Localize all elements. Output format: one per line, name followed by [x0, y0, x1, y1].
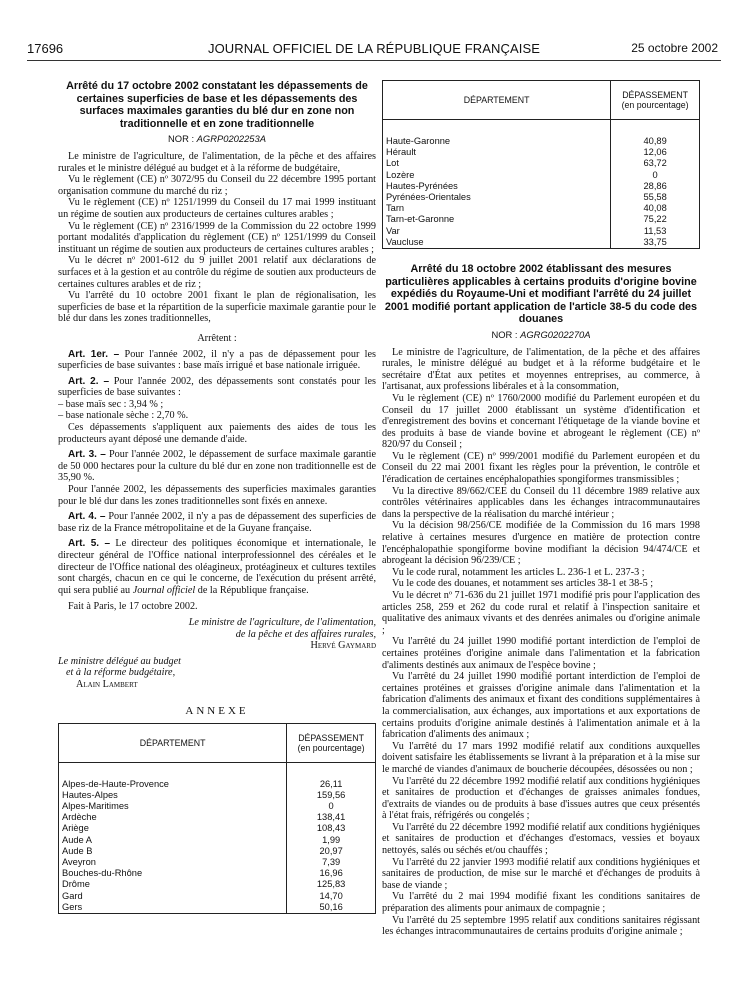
arrete1-para: Vu le décret nº 2001-612 du 9 juillet 2001 relatif aux déclarations de surfaces et à la gestion et au contrôle du régime de soutien aux producteurs de certaines cultures arables et de riz ; [58, 255, 376, 290]
depassement-cell: 7,39 [287, 857, 376, 868]
right-column [382, 80, 700, 985]
table-spacer-row [383, 120, 700, 137]
departement-cell: Hautes-Alpes [59, 790, 287, 801]
arrete1-para: Vu le règlement (CE) nº 2316/1999 de la Commission du 22 octobre 1999 portant modalités d'application du règlement (CE) nº 1251/1999 du Conseil instituant un régime de soutien aux producteurs de certaines cultures arables ; [58, 220, 376, 255]
departement-cell: Hérault [383, 147, 611, 158]
arrete1-nor-code: AGRP0202253A [196, 133, 266, 144]
column-header-depassement-line1: DÉPASSEMENT [298, 732, 365, 743]
article-2-item: – base maïs sec : 3,94 % ; [58, 398, 164, 410]
depassement-cell: 40,89 [611, 136, 700, 147]
arrete1-para: Vu l'arrêté du 10 octobre 2001 fixant le plan de régionalisation, les superficies de base et la répartition de la superficie maximale garantie pour le blé dur dans les zones traditionnelles, [58, 290, 376, 325]
article-4-text: Pour l'année 2002, il n'y a pas de dépassement des superficies de base riz de la France métropolitaine et de la Guyane française. [58, 511, 376, 534]
depassement-cell: 12,06 [611, 147, 700, 158]
page-header [0, 0, 748, 60]
arrete2-body [382, 347, 700, 938]
depassement-cell: 125,83 [287, 879, 376, 890]
table-row [59, 857, 376, 868]
article-5-text-before: Le directeur des politiques économique et internationale, le directeur général de l'Office national interprofessionnel des céréales et le directeur de l'Office national des oléagineux, protéagineux et cultures textiles sont chargés, chacun en ce qui le concerne, de l'exécution du présent arrêté, qui sera publié au [58, 538, 376, 596]
departement-cell: Ariège [59, 823, 287, 834]
column-header-departement: DÉPARTEMENT [383, 81, 611, 120]
arrete2-para: Vu le décret nº 71-636 du 21 juillet 1971 modifié pris pour l'application des articles 258, 259 et 262 du code rural et relatif à l'inspection sanitaire et qualitative des animaux vivants et des denrées animales ou d'origine animale ; [382, 590, 700, 636]
article-4-label: Art. 4. – [68, 511, 106, 523]
page-number: 17696 [27, 41, 64, 56]
depassement-cell: 63,72 [611, 158, 700, 169]
article-3-text: Pour l'année 2002, le dépassement de surface maximale garantie de 50 000 hectares pour la culture du blé dur en zone non traditionnelle est de 35,90 %. [58, 449, 376, 484]
depassement-cell: 75,22 [611, 214, 700, 225]
table-row [383, 136, 700, 147]
article-2 [58, 376, 376, 399]
column-header-depassement [287, 723, 376, 762]
article-1-label: Art. 1er. – [68, 348, 120, 360]
departement-cell: Hautes-Pyrénées [383, 181, 611, 192]
table-row [383, 147, 700, 158]
arrete2-nor-code: AGRG0202270A [520, 328, 591, 340]
article-4 [58, 511, 376, 534]
header-rule [27, 60, 721, 61]
depassement-cell: 108,43 [287, 823, 376, 834]
departement-cell: Aude A [59, 835, 287, 846]
table-row [59, 779, 376, 790]
arrete2-para: Vu l'arrêté du 22 décembre 1992 modifié relatif aux conditions hygiéniques et sanitaires de production et d'échanges d'estomacs, vessies et boyaux nettoyés, salés ou séchés et/ou chauffés ; [382, 821, 700, 857]
column-header-depassement [611, 81, 700, 120]
table-row [59, 801, 376, 812]
annexe-table [58, 723, 376, 914]
signatory-1-title: Le ministre de l'agriculture, de l'alimentation, [188, 616, 376, 628]
departement-cell: Lot [383, 158, 611, 169]
arrete2-para: Vu la directive 89/662/CEE du Conseil du 11 décembre 1989 relative aux contrôles vétérinaires applicables dans les échanges intracommunautaires dans la perspective de la réalisation du marché intérieur ; [382, 485, 700, 520]
depassement-cell: 1,99 [287, 835, 376, 846]
departement-cell: Drôme [59, 879, 287, 890]
table-row [59, 891, 376, 902]
table-spacer-row [59, 762, 376, 779]
table-row [383, 192, 700, 203]
article-3-after: Pour l'année 2002, les dépassements des superficies maximales garanties pour le blé dur dans les zones traditionnelles sont fixés en annexe. [58, 484, 376, 507]
depassement-cell: 16,96 [287, 868, 376, 879]
table-row [59, 846, 376, 857]
arrete2-para: Vu le règlement (CE) nº 1760/2000 modifié du Parlement européen et du Conseil du 17 juillet 2000 établissant un système d'identification et d'enregistrement des bovins et concernant l'étiquetage de la viande bovine et des produits à base de viande bovine et abrogeant le règlement (CE) nº 820/97 du Conseil ; [382, 392, 700, 451]
departement-cell: Alpes-de-Haute-Provence [59, 779, 287, 790]
arrete2-para: Vu l'arrêté du 25 septembre 1995 relatif aux conditions sanitaires régissant les échanges intracommunautaires de certains produits d'origine animale ; [382, 914, 700, 938]
depassement-cell: 26,11 [287, 779, 376, 790]
issue-date: 25 octobre 2002 [631, 41, 718, 55]
table-row [383, 170, 700, 181]
article-1-text: Pour l'année 2002, il n'y a pas de dépassement pour les superficies de base suivantes : base maïs irrigué et base nationale irriguée. [58, 348, 376, 372]
departement-cell: Gard [59, 891, 287, 902]
departement-cell: Haute-Garonne [383, 136, 611, 147]
article-5 [58, 538, 376, 596]
annexe-title: ANNEXE [185, 704, 249, 717]
arrete2-para: Vu le code des douanes, et notamment ses articles 38-1 et 38-5 ; [392, 578, 654, 590]
column-header-departement: DÉPARTEMENT [59, 723, 287, 762]
arrete1-title: Arrêté du 17 octobre 2002 constatant les dépassements de certaines superficies de base et les dépassements des surfaces maximales garanties du blé dur en zone non traditionnelle et en zone traditionnelle [66, 80, 368, 130]
depassement-cell: 138,41 [287, 812, 376, 823]
table-row [59, 868, 376, 879]
left-column [58, 80, 376, 985]
depassement-cell: 0 [287, 801, 376, 812]
departement-cell: Ardèche [59, 812, 287, 823]
table-row [383, 214, 700, 225]
depassement-cell: 159,56 [287, 790, 376, 801]
annexe-table-continued [382, 80, 700, 249]
depassement-cell: 40,08 [611, 203, 700, 214]
column-header-depassement-line2: (en pourcentage) [621, 100, 689, 110]
depassement-cell: 20,97 [287, 846, 376, 857]
table-row [59, 835, 376, 846]
table-row [383, 237, 700, 249]
article-1 [58, 349, 376, 372]
column-header-depassement-line2: (en pourcentage) [297, 742, 365, 753]
arrete2-title: Arrêté du 18 octobre 2002 établissant des mesures particulières applicables à certains produits d'origine bovine expédiés du Royaume-Uni et modifiant l'arrêté du 24 juillet 2001 modifié portant application de l'article 38-5 du code des douanes [384, 263, 698, 326]
departement-cell: Tarn-et-Garonne [383, 214, 611, 225]
article-5-journal: Journal officiel [132, 584, 196, 596]
depassement-cell: 55,58 [611, 192, 700, 203]
arrete2-para: Le ministre de l'agriculture, de l'alimentation, de la pêche et des affaires rurales, le ministre délégué au budget et à la réforme budgétaire et le secrétaire d'État aux petites et moyennes entreprises, au commerce, à l'artisanat, aux professions libérales et à la consommation, [382, 346, 700, 393]
depassement-cell: 50,16 [287, 902, 376, 914]
table-row [59, 823, 376, 834]
table-row [383, 203, 700, 214]
departement-cell: Var [383, 226, 611, 237]
arrete1-nor-label: NOR : [168, 133, 195, 144]
arrete2-para: Vu la décision 98/256/CE modifiée de la Commission du 16 mars 1998 relative à certaines mesures d'urgence en matière de protection contre l'encéphalopathie spongiforme bovine modifiant la décision 94/474/CE et abrogeant la décision 96/239/CE ; [382, 520, 700, 567]
table-row [59, 812, 376, 823]
arrete2-para: Vu l'arrêté du 22 décembre 1992 modifié relatif aux conditions hygiéniques et sanitaires de production et d'échanges de graisses animales fondues, d'extraits de viandes ou de produits à base d'issues autres que ceux présentés à l'état frais, réfrigérés ou congelés ; [382, 775, 700, 822]
table-row [383, 158, 700, 169]
arrete2-para: Vu l'arrêté du 24 juillet 1990 modifié portant interdiction de l'emploi de certaines protéines d'origine animale dans l'alimentation et la fabrication d'aliments destinés aux animaux de l'espèce bovine ; [382, 636, 700, 671]
depassement-cell: 14,70 [287, 891, 376, 902]
table-row [59, 902, 376, 914]
depassement-cell: 28,86 [611, 181, 700, 192]
arrete1-para: Le ministre de l'agriculture, de l'alimentation, de la pêche et des affaires rurales et le ministre délégué au budget et à la réforme de budgétaire, [58, 151, 376, 174]
article-3-label: Art. 3. – [68, 449, 106, 461]
signatory-1-name: Hervé Gaymard [310, 640, 376, 652]
depassement-cell: 11,53 [611, 226, 700, 237]
article-5-text-after: de la République française. [197, 584, 309, 596]
signatory-2-name: Alain Lambert [76, 678, 138, 690]
departement-cell: Alpes-Maritimes [59, 801, 287, 812]
arrete2-para: Vu l'arrêté du 2 mai 1994 modifié fixant les conditions sanitaires de préparation des aliments pour animaux de compagnie ; [382, 891, 700, 915]
article-2-text: Pour l'année 2002, des dépassements sont constatés pour les superficies de base suivantes : [58, 375, 376, 399]
table-row [59, 879, 376, 890]
table-row [383, 226, 700, 237]
article-2-item: – base nationale sèche : 2,70 %. [58, 410, 189, 422]
arrete1-para: Vu le règlement (CE) nº 1251/1999 du Conseil du 17 mai 1999 instituant un régime de soutien aux producteurs de certaines cultures arables ; [58, 197, 376, 220]
departement-cell: Vaucluse [383, 237, 611, 249]
column-header-depassement-line1: DÉPASSEMENT [622, 90, 689, 100]
article-2-label: Art. 2. – [68, 375, 110, 387]
article-3 [58, 449, 376, 484]
arrete2-para: Vu l'arrêté du 24 juillet 1990 modifié portant interdiction de l'emploi de certaines protéines et graisses d'origine animale dans l'alimentation et la fabrication d'aliments des animaux et fixant des conditions supplémentaires à la commercialisation, aux échanges, aux importations et aux exportations de certains produits d'origine animale destinés à l'alimentation animale et à la fabrication d'aliments des animaux ; [382, 671, 700, 741]
arrete1-nor [58, 133, 376, 145]
table-row [383, 181, 700, 192]
arrete2-nor [382, 329, 700, 341]
arrete2-nor-label: NOR : [491, 328, 518, 340]
signatory-1-title-2: de la pêche et des affaires rurales, [235, 628, 376, 640]
depassement-cell: 33,75 [611, 237, 700, 249]
arrete2-para: Vu le code rural, notamment les articles L. 236-1 et L. 237-3 ; [392, 566, 645, 578]
arrete2-para: Vu le règlement (CE) nº 999/2001 modifié du Parlement européen et du Conseil du 22 mai 2001 fixant les règles pour la prévention, le contrôle et l'éradication de certaines encéphalopathies spongiformes transmissibles ; [382, 450, 700, 486]
arrete1-para: Vu le règlement (CE) nº 3072/95 du Conseil du 22 décembre 1995 portant organisation commune du marché du riz ; [58, 174, 376, 197]
departement-cell: Aveyron [59, 857, 287, 868]
article-2-after: Ces dépassements s'appliquent aux paiements des aides de tous les producteurs ayant déposé une demande d'aide. [58, 422, 376, 445]
signatory-2-title-2: et à la réforme budgétaire, [66, 667, 176, 679]
departement-cell: Tarn [383, 203, 611, 214]
departement-cell: Gers [59, 902, 287, 914]
signatory-2-title: Le ministre délégué au budget [58, 655, 181, 667]
departement-cell: Lozère [383, 170, 611, 181]
departement-cell: Aude B [59, 846, 287, 857]
arretent: Arrêtent : [197, 332, 237, 344]
arrete2-para: Vu l'arrêté du 22 janvier 1993 modifié relatif aux conditions hygiéniques et sanitaires de production, de mise sur le marché et d'échanges de produits à base de viande ; [382, 856, 700, 891]
fait-a-paris: Fait à Paris, le 17 octobre 2002. [68, 601, 198, 613]
table-row [59, 790, 376, 801]
depassement-cell: 0 [611, 170, 700, 181]
article-5-label: Art. 5. – [68, 538, 111, 550]
departement-cell: Pyrénées-Orientales [383, 192, 611, 203]
departement-cell: Bouches-du-Rhône [59, 868, 287, 879]
journal-title: JOURNAL OFFICIEL DE LA RÉPUBLIQUE FRANÇAISE [207, 41, 541, 56]
arrete2-para: Vu l'arrêté du 17 mars 1992 modifié relatif aux conditions auxquelles doivent satisfaire les établissements se livrant à la préparation et à la mise sur le marché de viandes d'animaux de boucherie découpées, désossées ou non ; [382, 740, 700, 775]
